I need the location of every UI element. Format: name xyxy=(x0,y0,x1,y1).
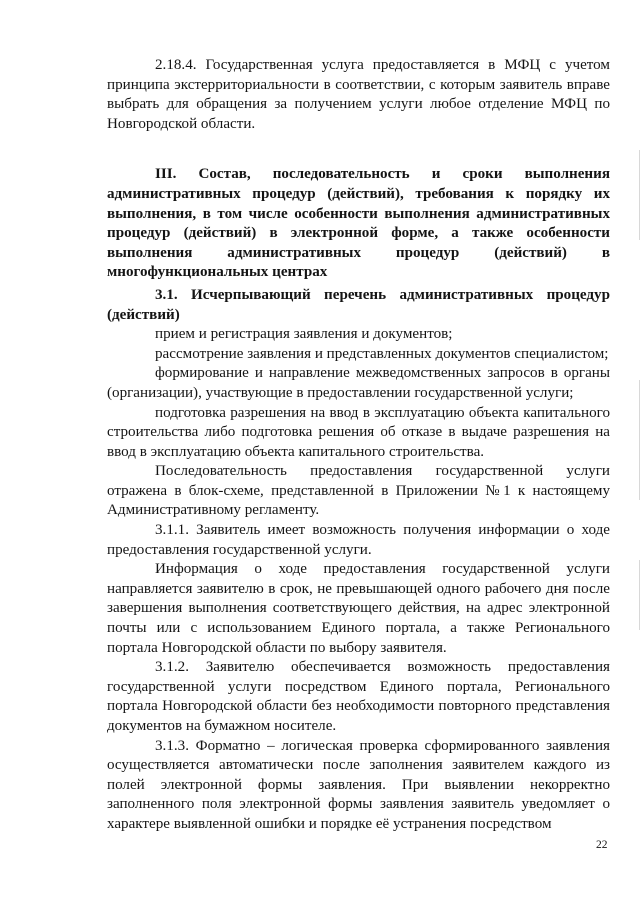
document-page xyxy=(107,56,610,835)
list-item-reception: прием и регистрация заявления и документов; xyxy=(155,326,453,343)
paragraph-sequence: Последовательность предоставления государственной услуги отражена в блок-схеме, представленной в Приложении №1 к настоящему Административному регламенту. xyxy=(107,463,610,519)
paragraph-3-1-1: 3.1.1. Заявитель имеет возможность получения информации о ходе предоставления государственной услуги. xyxy=(107,522,610,558)
paragraph-3-1-3: 3.1.3. Форматно – логическая проверка сформированного заявления осуществляется автоматически после заполнения заявителем каждого из полей электронной формы заявления. При выявлении некорректно заполненного поля электронной формы заявления заявитель уведомляет о характере выявленной ошибки и порядке её устранения посредством xyxy=(107,737,610,832)
paragraph-info: Информация о ходе предоставления государственной услуги направляется заявителю в срок, не превышающей одного рабочего дня после завершения выполнения соответствующего действия, на адрес электронной почты или с использованием Единого портала, а также Регионального портала Новгородской области по выбору заявителя. xyxy=(107,561,610,656)
list-item-review: рассмотрение заявления и представленных документов специалистом; xyxy=(155,345,609,362)
subsection-heading-3-1: 3.1. Исчерпывающий перечень административных процедур (действий) xyxy=(107,286,610,323)
section-heading-iii: III. Состав, последовательность и сроки выполнения административных процедур (действий), требования к порядку их выполнения, в том числе особенности выполнения административных процедур (действий) в электронной форме, а также особенности выполнения административных процедур (действий) в многофункциональных центрах xyxy=(107,166,610,281)
page-number: 22 xyxy=(596,839,608,851)
paragraph-3-1-2: 3.1.2. Заявителю обеспечивается возможность предоставления государственной услуги посредством Единого портала, Регионального портала Новгородской области без необходимости повторного представления документов на бумажном носителе. xyxy=(107,659,610,734)
paragraph-2-18-4: 2.18.4. Государственная услуга предоставляется в МФЦ с учетом принципа экстерриториальности в соответствии, с которым заявитель вправе выбрать для обращения за получением услуги любое отделение МФЦ по Новгородской области. xyxy=(107,57,610,132)
list-item-permit: подготовка разрешения на ввод в эксплуатацию объекта капитального строительства либо подготовка решения об отказе в выдаче разрешения на ввод в эксплуатацию объекта капитального строительства. xyxy=(107,404,610,460)
list-item-requests: формирование и направление межведомственных запросов в органы (организации), участвующие в предоставлении государственной услуги; xyxy=(107,365,610,401)
